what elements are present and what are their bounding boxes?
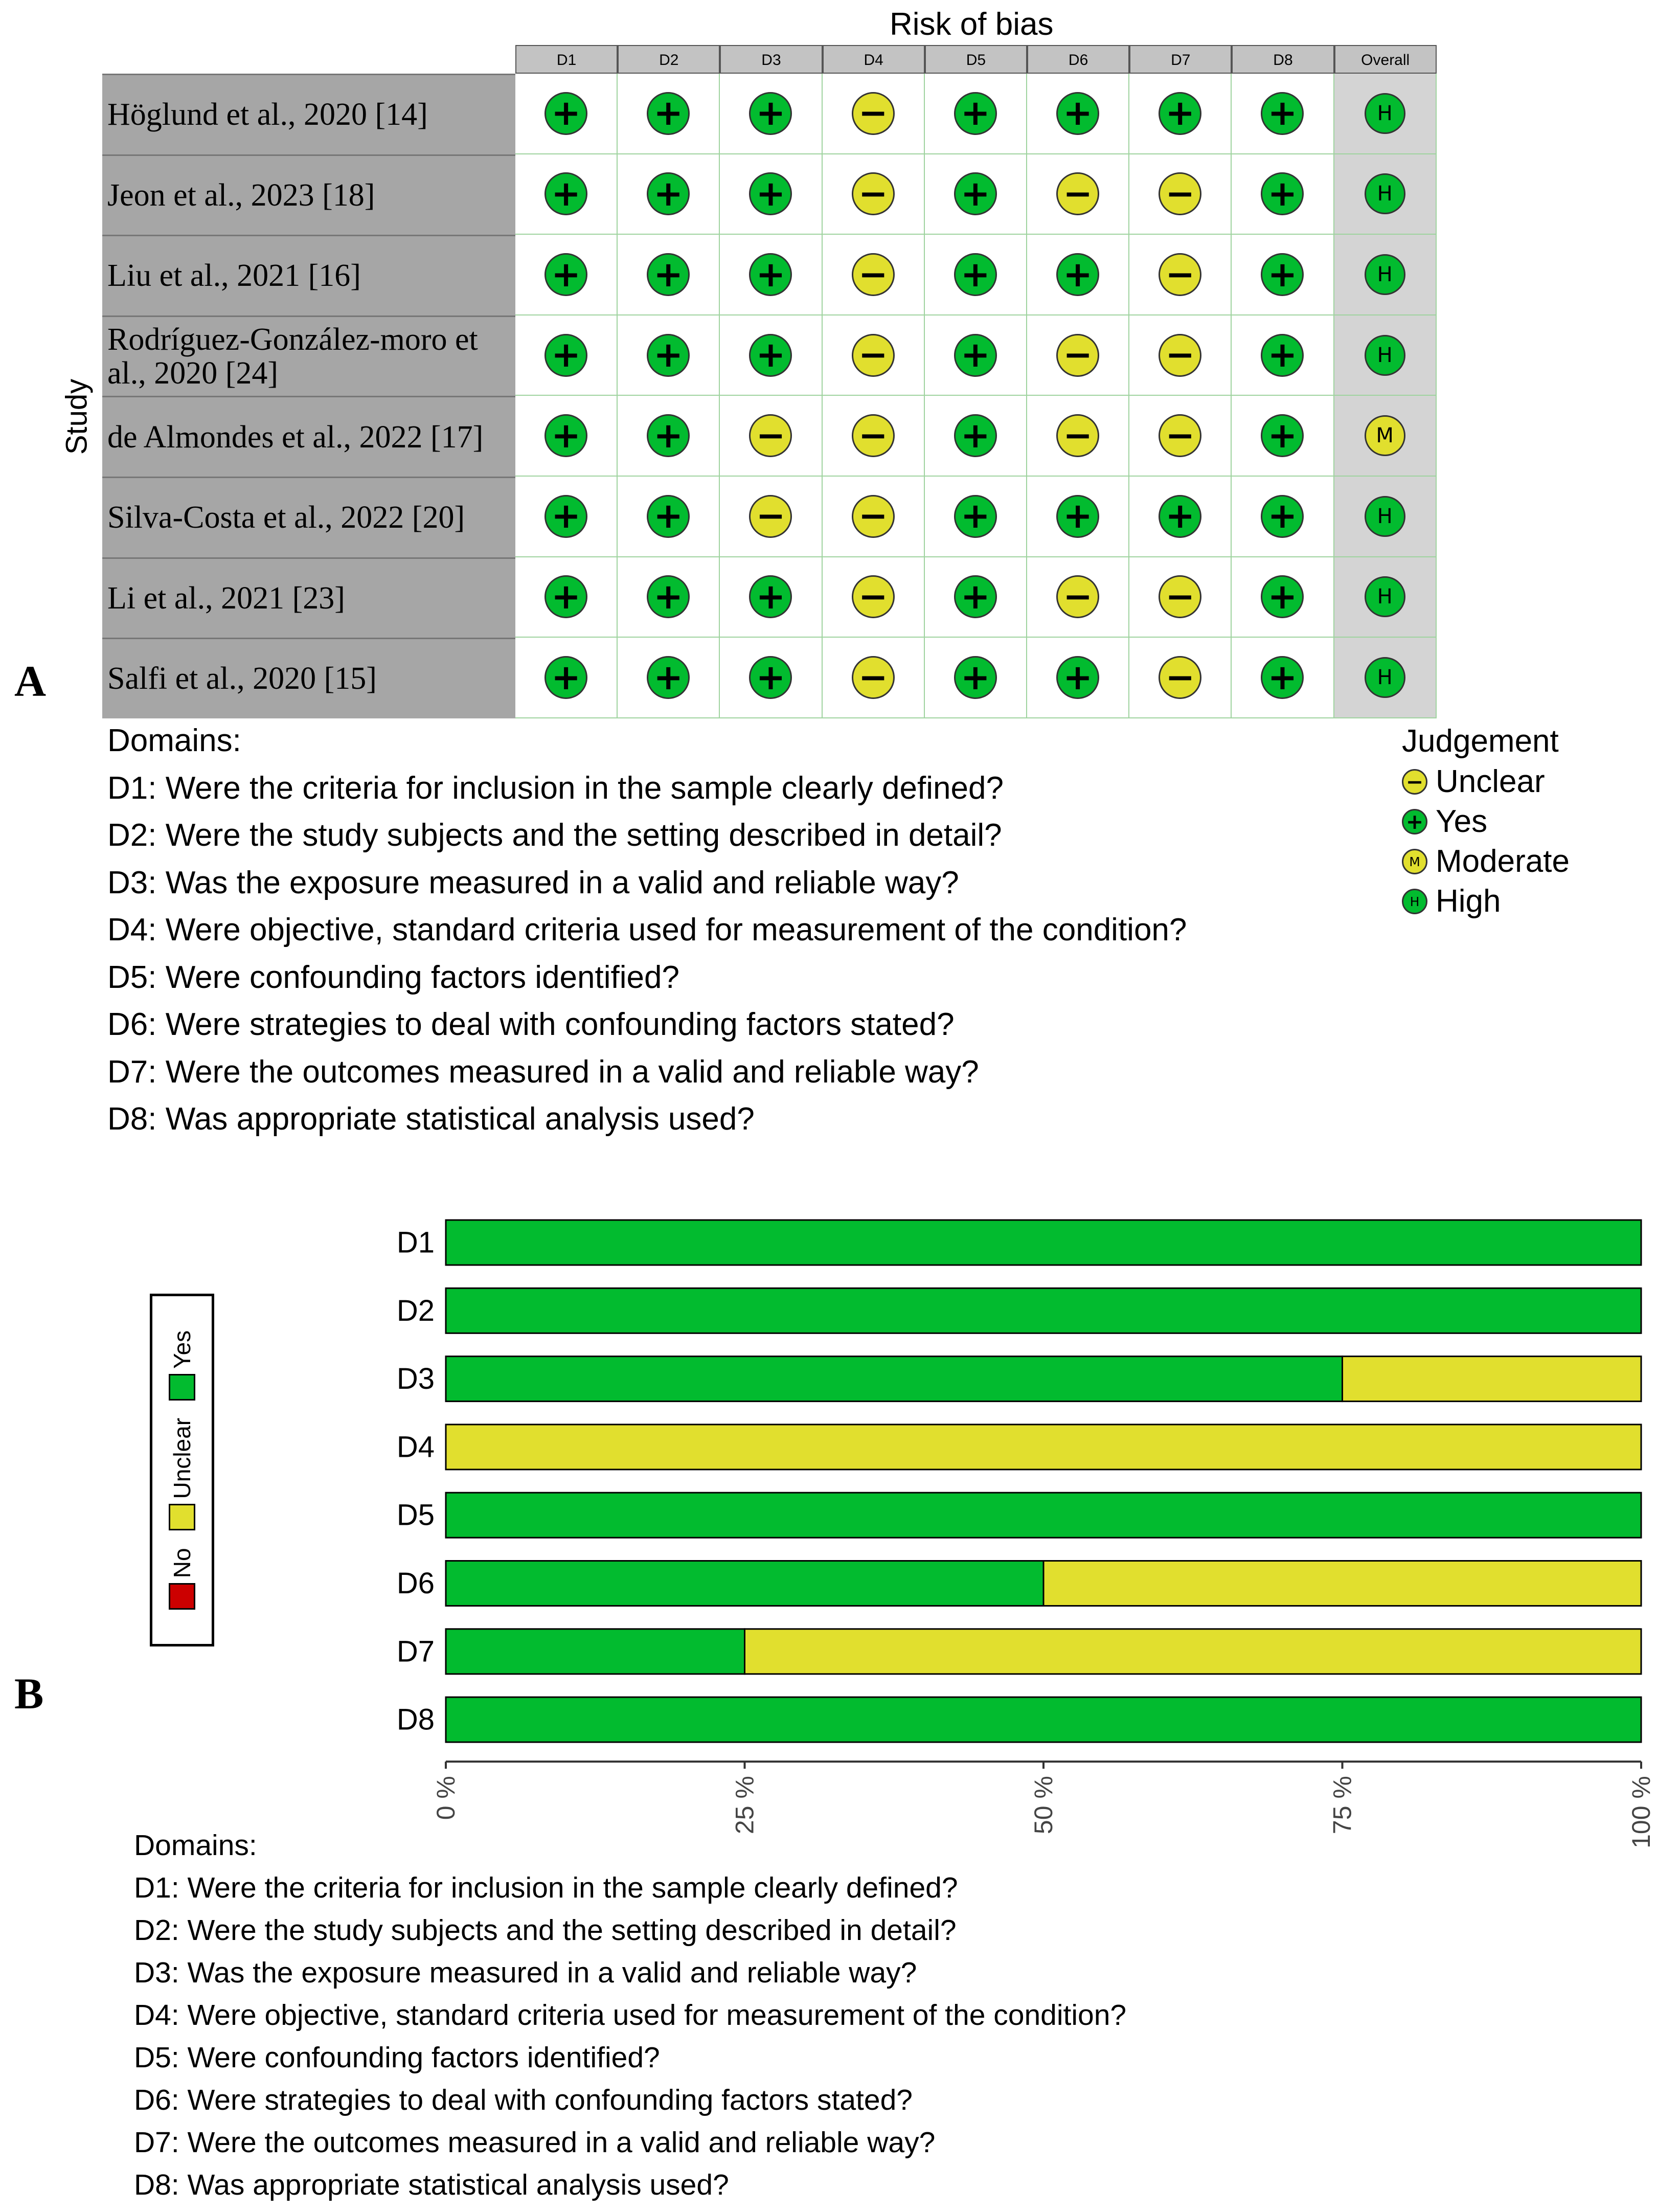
overall-cell bbox=[1334, 154, 1437, 235]
yes-icon: + bbox=[1261, 92, 1304, 135]
judgement-legend-title: Judgement bbox=[1402, 724, 1559, 759]
study-name-cell bbox=[102, 638, 515, 718]
panel-b-letter: B bbox=[14, 1669, 44, 1718]
category-label: D1 bbox=[396, 1226, 435, 1259]
judgement-cell-d5 bbox=[925, 638, 1027, 718]
panel-b-domains-title: Domains: bbox=[134, 1829, 257, 1862]
unclear-icon: − bbox=[1056, 414, 1099, 457]
judgement-legend-label: Moderate bbox=[1436, 844, 1570, 879]
judgement-cell-d5 bbox=[925, 557, 1027, 638]
x-tick-label: 25 % bbox=[730, 1776, 759, 1835]
judgement-cell-d2 bbox=[618, 154, 720, 235]
unclear-legend-icon: − bbox=[1402, 769, 1427, 795]
judgement-cell-d8 bbox=[1232, 235, 1334, 315]
study-name: Höglund et al., 2020 [14] bbox=[107, 97, 428, 132]
judgement-legend-label: High bbox=[1436, 884, 1501, 919]
judgement-cell-d2 bbox=[618, 74, 720, 154]
overall-high-icon: H bbox=[1365, 173, 1405, 214]
judgement-cell-d3 bbox=[720, 235, 822, 315]
judgement-cell-d3 bbox=[720, 74, 822, 154]
unclear-icon: − bbox=[1159, 334, 1201, 377]
judgement-cell-d7 bbox=[1129, 154, 1232, 235]
unclear-icon: − bbox=[1056, 575, 1099, 618]
judgement-cell-d5 bbox=[925, 315, 1027, 396]
study-name: Jeon et al., 2023 [18] bbox=[107, 177, 375, 213]
domain-description: D4: Were objective, standard criteria used for measurement of the condition? bbox=[107, 912, 1187, 947]
grid-header-row bbox=[515, 45, 1437, 74]
domain-description: D7: Were the outcomes measured in a valid and reliable way? bbox=[107, 1054, 979, 1090]
judgement-cell-d4 bbox=[823, 154, 925, 235]
judgement-cell-d2 bbox=[618, 315, 720, 396]
high-legend-icon: H bbox=[1402, 889, 1427, 914]
grid-rows bbox=[102, 74, 1437, 718]
judgement-legend-item bbox=[1402, 802, 1570, 842]
judgement-cell-d5 bbox=[925, 235, 1027, 315]
yes-icon: + bbox=[647, 656, 690, 699]
domain-description: D3: Was the exposure measured in a valid and reliable way? bbox=[107, 865, 959, 900]
judgement-cell-d1 bbox=[515, 315, 618, 396]
judgement-legend bbox=[1402, 721, 1570, 921]
judgement-cell-d7 bbox=[1129, 74, 1232, 154]
summary-legend-swatch bbox=[169, 1583, 195, 1610]
judgement-cell-d6 bbox=[1027, 477, 1129, 557]
judgement-cell-d4 bbox=[823, 557, 925, 638]
category-label: D8 bbox=[396, 1703, 435, 1736]
yes-icon: + bbox=[1056, 495, 1099, 538]
category-label: D5 bbox=[396, 1498, 435, 1532]
category-label: D2 bbox=[396, 1294, 435, 1327]
yes-icon: + bbox=[749, 92, 792, 135]
judgement-cell-d8 bbox=[1232, 315, 1334, 396]
judgement-cell-d2 bbox=[618, 235, 720, 315]
unclear-icon: − bbox=[852, 656, 895, 699]
yes-icon: + bbox=[544, 92, 587, 135]
bar-segment-unclear bbox=[745, 1629, 1642, 1674]
yes-icon: + bbox=[647, 495, 690, 538]
judgement-cell-d8 bbox=[1232, 477, 1334, 557]
yes-icon: + bbox=[544, 575, 587, 618]
unclear-icon: − bbox=[1159, 656, 1201, 699]
judgement-cell-d7 bbox=[1129, 235, 1232, 315]
study-axis-label bbox=[56, 378, 97, 455]
panel-a-domains bbox=[107, 717, 1187, 1143]
yes-icon: + bbox=[544, 253, 587, 296]
category-label: D6 bbox=[396, 1567, 435, 1600]
judgement-cell-d1 bbox=[515, 396, 618, 477]
summary-bar-chart bbox=[358, 1197, 1657, 1856]
judgement-cell-d3 bbox=[720, 315, 822, 396]
domain-description: D1: Were the criteria for inclusion in the sample clearly defined? bbox=[107, 770, 1004, 806]
judgement-cell-d3 bbox=[720, 557, 822, 638]
yes-icon: + bbox=[1056, 253, 1099, 296]
column-header-d6: D6 bbox=[1027, 45, 1129, 74]
category-label: D7 bbox=[396, 1635, 435, 1668]
bar-segment-yes bbox=[446, 1220, 1641, 1265]
judgement-cell-d4 bbox=[823, 396, 925, 477]
overall-moderate-icon: M bbox=[1365, 415, 1405, 456]
yes-icon: + bbox=[954, 495, 997, 538]
bar-segment-yes bbox=[446, 1697, 1641, 1742]
judgement-cell-d4 bbox=[823, 315, 925, 396]
overall-cell bbox=[1334, 477, 1437, 557]
summary-legend-box bbox=[150, 1294, 214, 1646]
domain-description: D3: Was the exposure measured in a valid and reliable way? bbox=[134, 1956, 917, 1989]
yes-icon: + bbox=[1261, 414, 1304, 457]
overall-cell bbox=[1334, 638, 1437, 718]
moderate-legend-icon: M bbox=[1402, 849, 1427, 874]
yes-icon: + bbox=[749, 656, 792, 699]
overall-high-icon: H bbox=[1365, 496, 1405, 537]
domain-description: D6: Were strategies to deal with confounding factors stated? bbox=[107, 1007, 955, 1042]
yes-icon: + bbox=[544, 172, 587, 215]
judgement-cell-d3 bbox=[720, 638, 822, 718]
judgement-cell-d4 bbox=[823, 638, 925, 718]
judgement-cell-d2 bbox=[618, 557, 720, 638]
column-header-d3: D3 bbox=[720, 45, 822, 74]
unclear-icon: − bbox=[1056, 334, 1099, 377]
unclear-icon: − bbox=[852, 334, 895, 377]
judgement-cell-d8 bbox=[1232, 557, 1334, 638]
yes-icon: + bbox=[544, 414, 587, 457]
domain-description: D6: Were strategies to deal with confounding factors stated? bbox=[134, 2084, 913, 2116]
yes-icon: + bbox=[1261, 253, 1304, 296]
yes-icon: + bbox=[647, 575, 690, 618]
x-tick-label: 0 % bbox=[432, 1776, 460, 1820]
judgement-cell-d8 bbox=[1232, 154, 1334, 235]
yes-icon: + bbox=[749, 172, 792, 215]
overall-high-icon: H bbox=[1365, 657, 1405, 698]
study-axis-label-text: Study bbox=[60, 378, 94, 455]
overall-cell bbox=[1334, 315, 1437, 396]
yes-icon: + bbox=[749, 334, 792, 377]
overall-high-icon: H bbox=[1365, 93, 1405, 134]
panel-b-domain-list bbox=[134, 1867, 1126, 2206]
unclear-icon: − bbox=[1159, 253, 1201, 296]
judgement-cell-d2 bbox=[618, 638, 720, 718]
yes-icon: + bbox=[1261, 172, 1304, 215]
bar-segment-unclear bbox=[1043, 1561, 1641, 1606]
judgement-cell-d5 bbox=[925, 477, 1027, 557]
yes-icon: + bbox=[1261, 334, 1304, 377]
domain-description: D2: Were the study subjects and the setting described in detail? bbox=[134, 1914, 957, 1947]
yes-icon: + bbox=[749, 253, 792, 296]
study-name: Li et al., 2021 [23] bbox=[107, 580, 345, 616]
summary-legend-label: Yes bbox=[169, 1330, 195, 1369]
judgement-cell-d4 bbox=[823, 74, 925, 154]
bar-segment-unclear bbox=[446, 1425, 1641, 1470]
domain-description: D5: Were confounding factors identified? bbox=[107, 959, 679, 995]
summary-legend-item bbox=[168, 1548, 196, 1610]
unclear-icon: − bbox=[749, 495, 792, 538]
overall-cell bbox=[1334, 74, 1437, 154]
unclear-icon: − bbox=[852, 172, 895, 215]
study-name-cell bbox=[102, 74, 515, 154]
judgement-legend-item bbox=[1402, 882, 1570, 921]
summary-legend-label: No bbox=[169, 1548, 195, 1578]
overall-high-icon: H bbox=[1365, 254, 1405, 295]
judgement-cell-d7 bbox=[1129, 477, 1232, 557]
column-header-d2: D2 bbox=[618, 45, 720, 74]
overall-cell bbox=[1334, 396, 1437, 477]
judgement-legend-label: Yes bbox=[1436, 804, 1488, 839]
x-tick-label: 100 % bbox=[1627, 1776, 1655, 1848]
unclear-icon: − bbox=[1159, 414, 1201, 457]
yes-icon: + bbox=[954, 253, 997, 296]
yes-icon: + bbox=[1056, 92, 1099, 135]
yes-icon: + bbox=[954, 334, 997, 377]
judgement-cell-d2 bbox=[618, 477, 720, 557]
judgement-cell-d4 bbox=[823, 235, 925, 315]
judgement-cell-d3 bbox=[720, 154, 822, 235]
unclear-icon: − bbox=[852, 495, 895, 538]
panel-a-letter: A bbox=[14, 657, 47, 706]
domain-description: D8: Was appropriate statistical analysis used? bbox=[134, 2169, 729, 2201]
judgement-cell-d7 bbox=[1129, 315, 1232, 396]
judgement-cell-d6 bbox=[1027, 396, 1129, 477]
domain-description: D7: Were the outcomes measured in a valid and reliable way? bbox=[134, 2126, 936, 2159]
judgement-cell-d7 bbox=[1129, 396, 1232, 477]
domain-description: D8: Was appropriate statistical analysis used? bbox=[107, 1101, 755, 1137]
summary-legend-items bbox=[162, 1306, 202, 1634]
overall-cell bbox=[1334, 557, 1437, 638]
panel-a-domain-list bbox=[107, 765, 1187, 1143]
summary-legend-swatch bbox=[169, 1504, 195, 1530]
unclear-icon: − bbox=[852, 575, 895, 618]
judgement-cell-d6 bbox=[1027, 638, 1129, 718]
study-name: Salfi et al., 2020 [15] bbox=[107, 661, 377, 696]
yes-icon: + bbox=[749, 575, 792, 618]
yes-icon: + bbox=[1261, 575, 1304, 618]
judgement-cell-d5 bbox=[925, 74, 1027, 154]
study-name-cell bbox=[102, 154, 515, 235]
judgement-cell-d5 bbox=[925, 154, 1027, 235]
judgement-cell-d2 bbox=[618, 396, 720, 477]
judgement-legend-item bbox=[1402, 762, 1570, 802]
category-label: D4 bbox=[396, 1430, 435, 1464]
judgement-legend-item bbox=[1402, 842, 1570, 882]
study-name: de Almondes et al., 2022 [17] bbox=[107, 419, 484, 455]
unclear-icon: − bbox=[852, 414, 895, 457]
study-name-cell bbox=[102, 315, 515, 396]
yes-icon: + bbox=[954, 172, 997, 215]
yes-icon: + bbox=[544, 334, 587, 377]
yes-icon: + bbox=[647, 414, 690, 457]
column-header-d8: D8 bbox=[1232, 45, 1334, 74]
yes-icon: + bbox=[1159, 92, 1201, 135]
summary-legend-swatch bbox=[169, 1374, 195, 1401]
yes-icon: + bbox=[1261, 495, 1304, 538]
yes-icon: + bbox=[954, 656, 997, 699]
column-header-d7: D7 bbox=[1129, 45, 1232, 74]
summary-legend-item bbox=[168, 1418, 196, 1531]
panel-b-domains bbox=[134, 1824, 1126, 2206]
judgement-cell-d3 bbox=[720, 396, 822, 477]
judgement-cell-d4 bbox=[823, 477, 925, 557]
column-header-overall: Overall bbox=[1334, 45, 1437, 74]
judgement-cell-d7 bbox=[1129, 557, 1232, 638]
risk-of-bias-title: Risk of bias bbox=[890, 7, 1054, 42]
judgement-cell-d7 bbox=[1129, 638, 1232, 718]
domain-description: D5: Were confounding factors identified? bbox=[134, 2041, 660, 2074]
unclear-icon: − bbox=[852, 92, 895, 135]
judgement-cell-d1 bbox=[515, 557, 618, 638]
overall-high-icon: H bbox=[1365, 576, 1405, 617]
yes-icon: + bbox=[1261, 656, 1304, 699]
domain-description: D4: Were objective, standard criteria used for measurement of the condition? bbox=[134, 1999, 1127, 2032]
yes-icon: + bbox=[954, 575, 997, 618]
yes-icon: + bbox=[1159, 495, 1201, 538]
judgement-legend-items bbox=[1402, 762, 1570, 921]
judgement-cell-d8 bbox=[1232, 74, 1334, 154]
domain-description: D2: Were the study subjects and the setting described in detail? bbox=[107, 818, 1002, 853]
yes-icon: + bbox=[1056, 656, 1099, 699]
judgement-cell-d6 bbox=[1027, 74, 1129, 154]
judgement-cell-d1 bbox=[515, 74, 618, 154]
unclear-icon: − bbox=[1159, 575, 1201, 618]
yes-icon: + bbox=[647, 172, 690, 215]
judgement-cell-d5 bbox=[925, 396, 1027, 477]
bar-segment-yes bbox=[446, 1629, 745, 1674]
yes-icon: + bbox=[544, 495, 587, 538]
column-header-d4: D4 bbox=[823, 45, 925, 74]
judgement-cell-d8 bbox=[1232, 638, 1334, 718]
judgement-cell-d1 bbox=[515, 154, 618, 235]
domain-description: D1: Were the criteria for inclusion in the sample clearly defined? bbox=[134, 1871, 958, 1904]
judgement-cell-d1 bbox=[515, 477, 618, 557]
yes-icon: + bbox=[647, 334, 690, 377]
judgement-cell-d6 bbox=[1027, 557, 1129, 638]
yes-icon: + bbox=[647, 92, 690, 135]
judgement-cell-d1 bbox=[515, 235, 618, 315]
column-header-d5: D5 bbox=[925, 45, 1027, 74]
bar-segment-yes bbox=[446, 1493, 1641, 1538]
yes-icon: + bbox=[954, 414, 997, 457]
study-name: Rodríguez-González-moro et al., 2020 [24] bbox=[107, 322, 478, 391]
bar-segment-unclear bbox=[1343, 1357, 1642, 1402]
summary-legend-item bbox=[168, 1330, 196, 1401]
study-name-cell bbox=[102, 235, 515, 315]
overall-cell bbox=[1334, 235, 1437, 315]
study-name-cell bbox=[102, 396, 515, 477]
unclear-icon: − bbox=[1056, 172, 1099, 215]
judgement-cell-d6 bbox=[1027, 235, 1129, 315]
study-name: Silva-Costa et al., 2022 [20] bbox=[107, 500, 465, 535]
yes-legend-icon: + bbox=[1402, 809, 1427, 834]
unclear-icon: − bbox=[852, 253, 895, 296]
panel-a-domains-title: Domains: bbox=[107, 723, 241, 758]
x-tick-label: 50 % bbox=[1029, 1776, 1058, 1835]
x-tick-label: 75 % bbox=[1328, 1776, 1357, 1835]
category-label: D3 bbox=[396, 1362, 435, 1396]
judgement-cell-d8 bbox=[1232, 396, 1334, 477]
yes-icon: + bbox=[954, 92, 997, 135]
unclear-icon: − bbox=[749, 414, 792, 457]
judgement-cell-d6 bbox=[1027, 315, 1129, 396]
bar-segment-yes bbox=[446, 1561, 1043, 1606]
bar-segment-yes bbox=[446, 1288, 1641, 1333]
study-name-cell bbox=[102, 557, 515, 638]
yes-icon: + bbox=[544, 656, 587, 699]
yes-icon: + bbox=[647, 253, 690, 296]
summary-legend-label: Unclear bbox=[169, 1417, 195, 1499]
study-name-cell bbox=[102, 477, 515, 557]
judgement-cell-d6 bbox=[1027, 154, 1129, 235]
unclear-icon: − bbox=[1159, 172, 1201, 215]
bar-segment-yes bbox=[446, 1357, 1343, 1402]
overall-high-icon: H bbox=[1365, 335, 1405, 376]
judgement-cell-d1 bbox=[515, 638, 618, 718]
rob-grid bbox=[102, 45, 1437, 718]
judgement-legend-label: Unclear bbox=[1436, 764, 1545, 799]
column-header-d1: D1 bbox=[515, 45, 618, 74]
study-name: Liu et al., 2021 [16] bbox=[107, 258, 361, 294]
judgement-cell-d3 bbox=[720, 477, 822, 557]
